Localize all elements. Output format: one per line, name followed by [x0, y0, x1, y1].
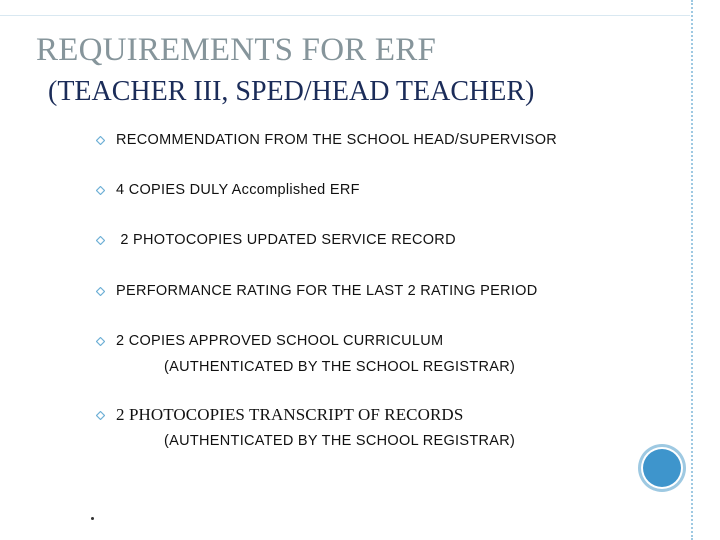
hollow-diamond-icon — [96, 287, 105, 296]
list-item-text: 4 COPIES DULY Accomplished ERF — [116, 182, 360, 198]
list-item-note: (AUTHENTICATED BY THE SCHOOL REGISTRAR) — [164, 433, 516, 449]
slide-title: REQUIREMENTS FOR ERF — [36, 32, 437, 68]
list-item-text: 2 PHOTOCOPIES TRANSCRIPT OF RECORDS — [116, 405, 464, 424]
list-item-text: 2 COPIES APPROVED SCHOOL CURRICULUM — [116, 333, 444, 349]
list-item-text: 2 PHOTOCOPIES UPDATED SERVICE RECORD — [116, 232, 456, 248]
top-divider-line — [0, 15, 690, 16]
right-dotted-line — [691, 0, 693, 540]
decorative-circle-icon — [643, 449, 681, 487]
hollow-diamond-icon — [96, 337, 105, 346]
hollow-diamond-icon — [96, 136, 105, 145]
hollow-diamond-icon — [96, 411, 105, 420]
list-item-note: (AUTHENTICATED BY THE SCHOOL REGISTRAR) — [164, 359, 516, 375]
slide-subtitle: (TEACHER III, SPED/HEAD TEACHER) — [48, 76, 535, 107]
list-item-text: PERFORMANCE RATING FOR THE LAST 2 RATING PERIOD — [116, 283, 538, 299]
stray-dot — [91, 517, 94, 520]
list-item-text: RECOMMENDATION FROM THE SCHOOL HEAD/SUPERVISOR — [116, 132, 558, 148]
hollow-diamond-icon — [96, 236, 105, 245]
hollow-diamond-icon — [96, 186, 105, 195]
